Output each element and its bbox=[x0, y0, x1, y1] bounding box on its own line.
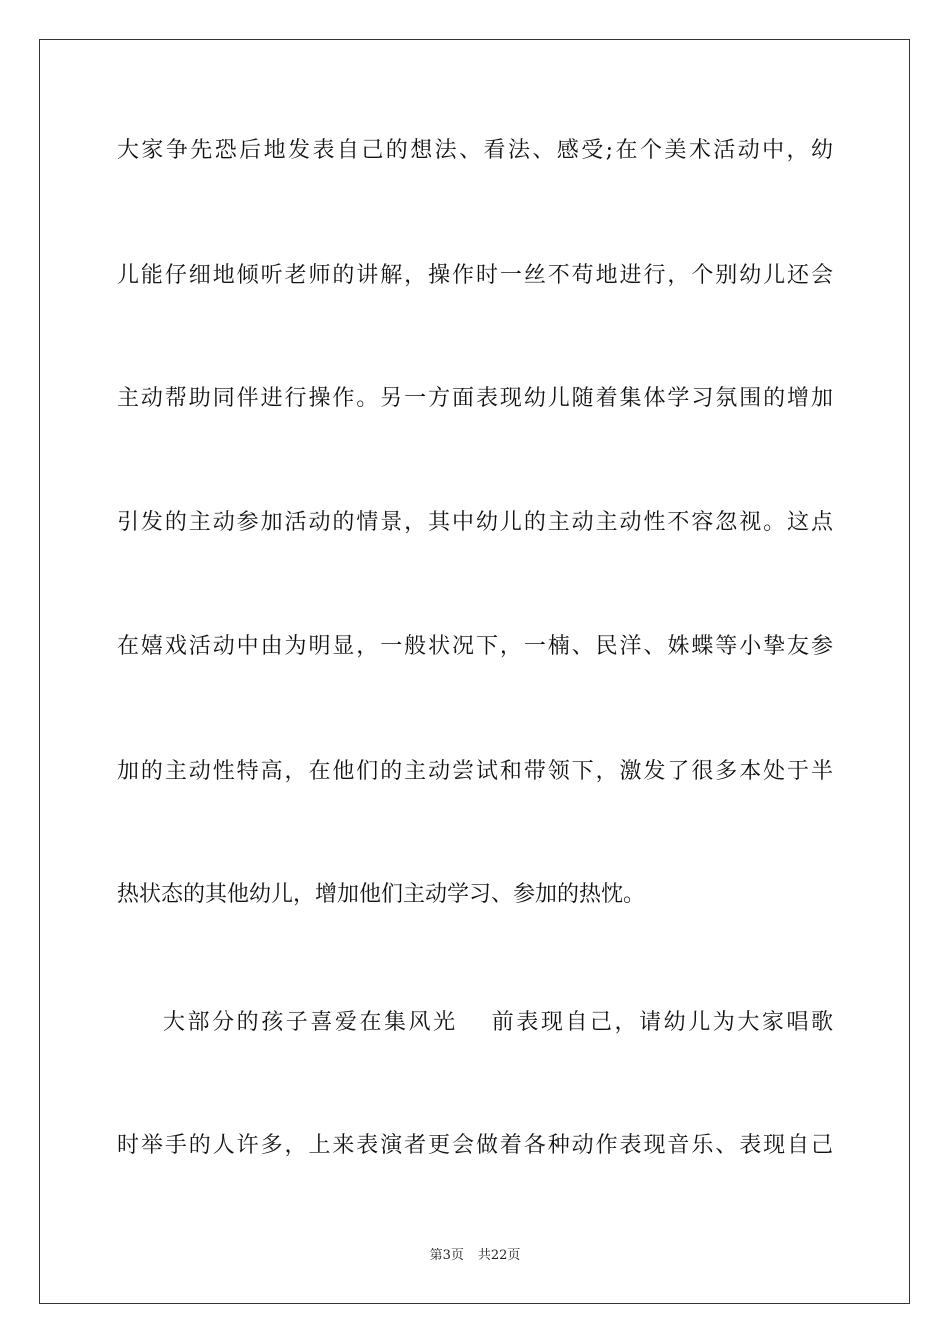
page-number: 第3页 bbox=[429, 1248, 464, 1263]
paragraph-line-6: 加的主动性特高，在他们的主动尝试和带领下，激发了很多本处于半 bbox=[117, 759, 833, 784]
page-border bbox=[39, 39, 910, 1304]
paragraph-line-5: 在嬉戏活动中由为明显，一般状况下，一楠、民洋、姝蝶等小挚友参 bbox=[117, 634, 833, 659]
paragraph-line-1: 大家争先恐后地发表自己的想法、看法、感受;在个美术活动中，幼 bbox=[117, 138, 833, 163]
paragraph-line-3: 主动帮助同伴进行操作。另一方面表现幼儿随着集体学习氛围的增加 bbox=[117, 386, 833, 411]
paragraph-line-9: 时举手的人许多，上来表演者更会做着各种动作表现音乐、表现自己 bbox=[117, 1133, 833, 1158]
page-footer bbox=[0, 1247, 950, 1265]
paragraph-line-4: 引发的主动参加活动的情景，其中幼儿的主动主动性不容忽视。这点 bbox=[117, 510, 833, 535]
paragraph-line-8: 大部分的孩子喜爱在集风光 前表现自己，请幼儿为大家唱歌 bbox=[163, 1010, 833, 1035]
paragraph-line-7: 热状态的其他幼儿，增加他们主动学习、参加的热忱。 bbox=[117, 882, 646, 907]
paragraph-line-2: 儿能仔细地倾听老师的讲解，操作时一丝不苟地进行，个别幼儿还会 bbox=[117, 263, 833, 288]
page-total: 共22页 bbox=[477, 1248, 521, 1263]
